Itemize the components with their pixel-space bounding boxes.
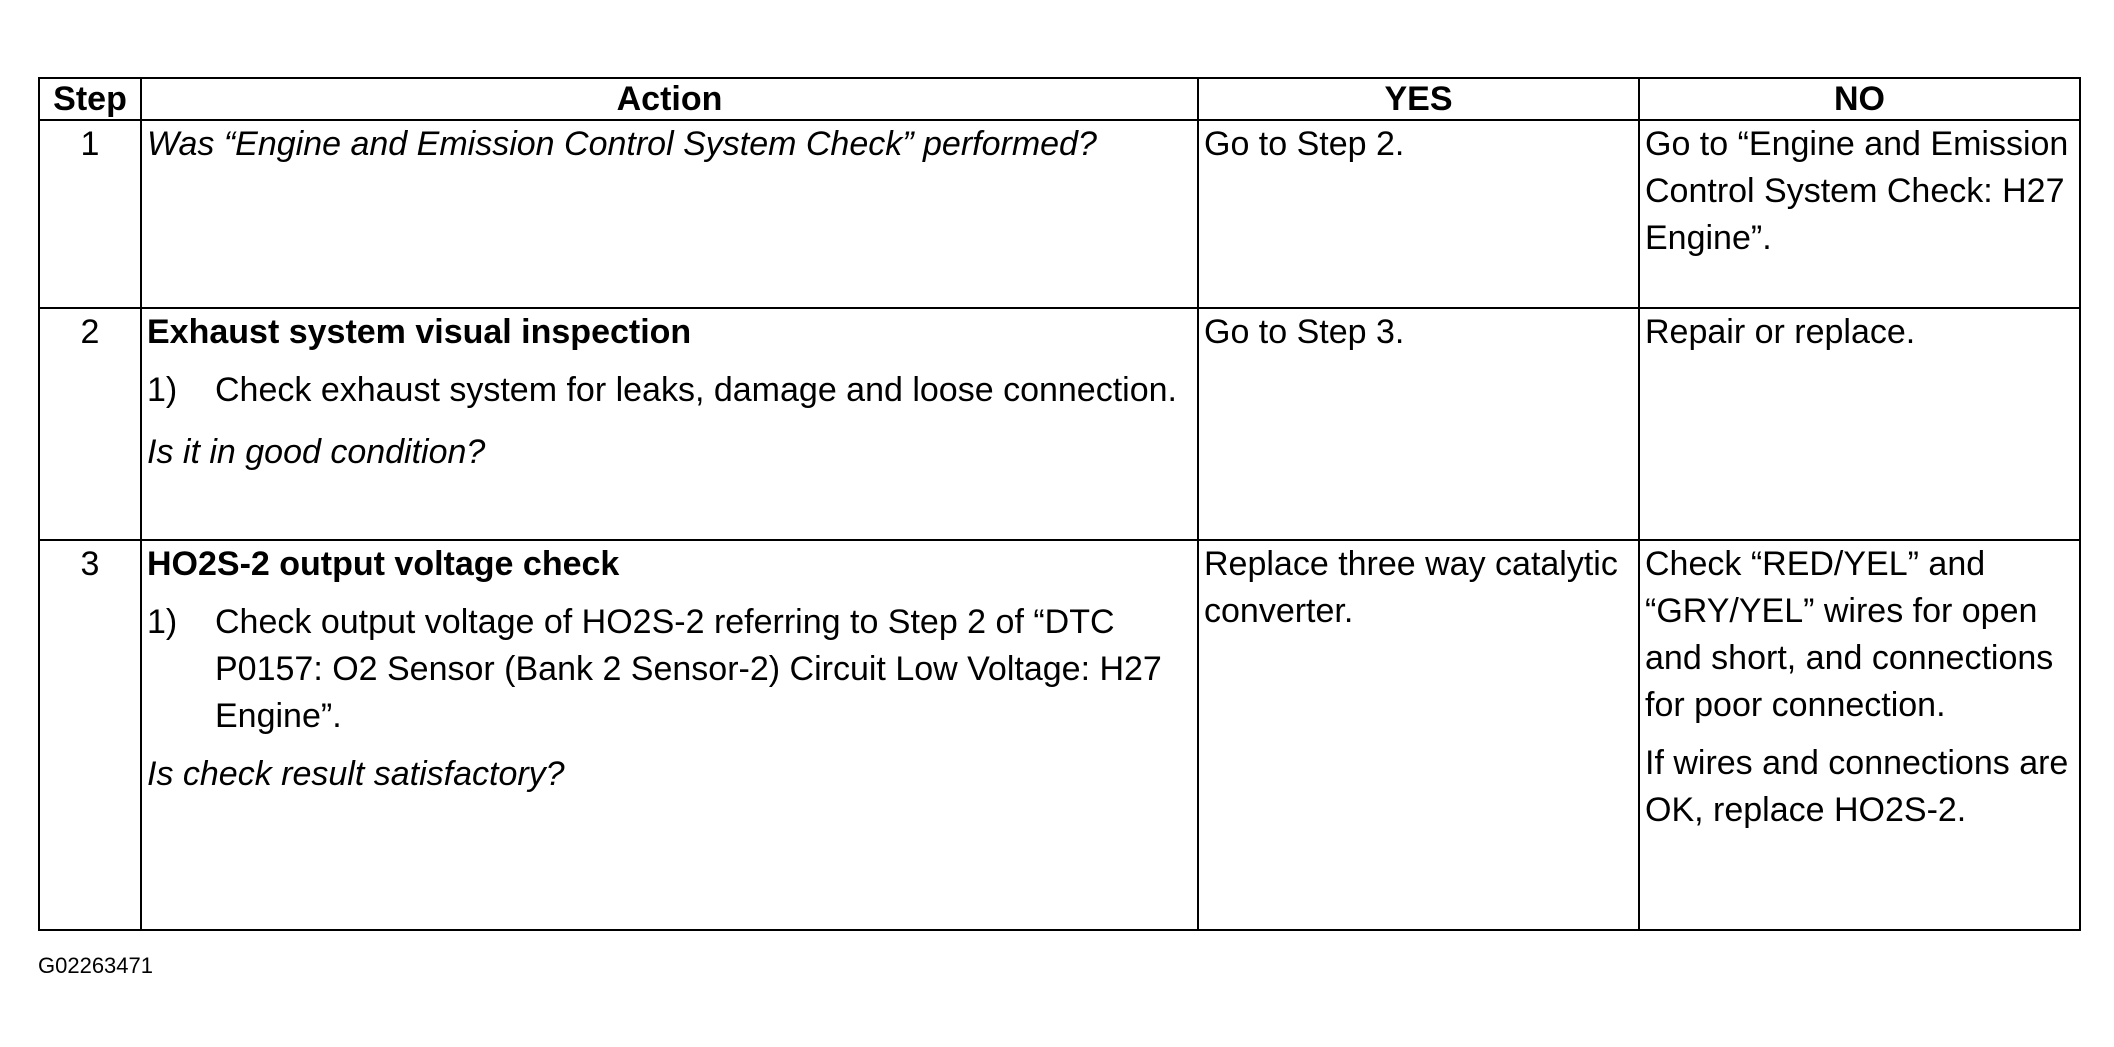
action-question: Was “Engine and Emission Control System Check” performed? [147,125,1097,163]
action-cell [141,308,1198,540]
step-number: 3 [39,540,141,930]
header-action: Action [141,78,1198,120]
yes-cell: Go to Step 3. [1198,308,1639,540]
no-text: Repair or replace. [1645,313,1916,351]
no-text: Check “RED/YEL” and “GRY/YEL” wires for open and short, and connections for poor connection. [1645,545,2054,724]
action-item-text: Check exhaust system for leaks, damage and loose connection. [215,371,1177,409]
action-question: Is it in good condition? [147,433,486,471]
header-yes: YES [1198,78,1639,120]
figure-id: G02263471 [38,953,153,978]
header-no: NO [1639,78,2080,120]
action-item [147,599,1192,740]
table-row-step-3 [39,540,2080,930]
no-cell [1639,540,2080,930]
table-header-row [39,78,2080,120]
action-cell [141,540,1198,930]
action-cell [141,120,1198,308]
yes-cell: Replace three way catalytic converter. [1198,540,1639,930]
table-row-step-2 [39,308,2080,540]
action-item-number: 1) [147,603,178,641]
diagnostic-table [38,77,2081,931]
action-title: HO2S-2 output voltage check [147,545,620,583]
header-step: Step [39,78,141,120]
action-item-text: Check output voltage of HO2S-2 referring to Step 2 of “DTC P0157: O2 Sensor (Bank 2 Sensor-2) Circuit Low Voltage: H27 Engine”. [215,603,1162,735]
step-number: 1 [39,120,141,308]
action-item [147,367,1192,414]
no-cell [1639,308,2080,540]
action-item-number: 1) [147,371,178,409]
table-row-step-1 [39,120,2080,308]
no-text: Go to “Engine and Emission Control System Check: H27 Engine”. [1645,125,2069,257]
yes-cell: Go to Step 2. [1198,120,1639,308]
action-title: Exhaust system visual inspection [147,313,692,351]
action-question: Is check result satisfactory? [147,755,565,793]
step-number: 2 [39,308,141,540]
no-cell [1639,120,2080,308]
no-text: If wires and connections are OK, replace HO2S-2. [1645,744,2069,829]
